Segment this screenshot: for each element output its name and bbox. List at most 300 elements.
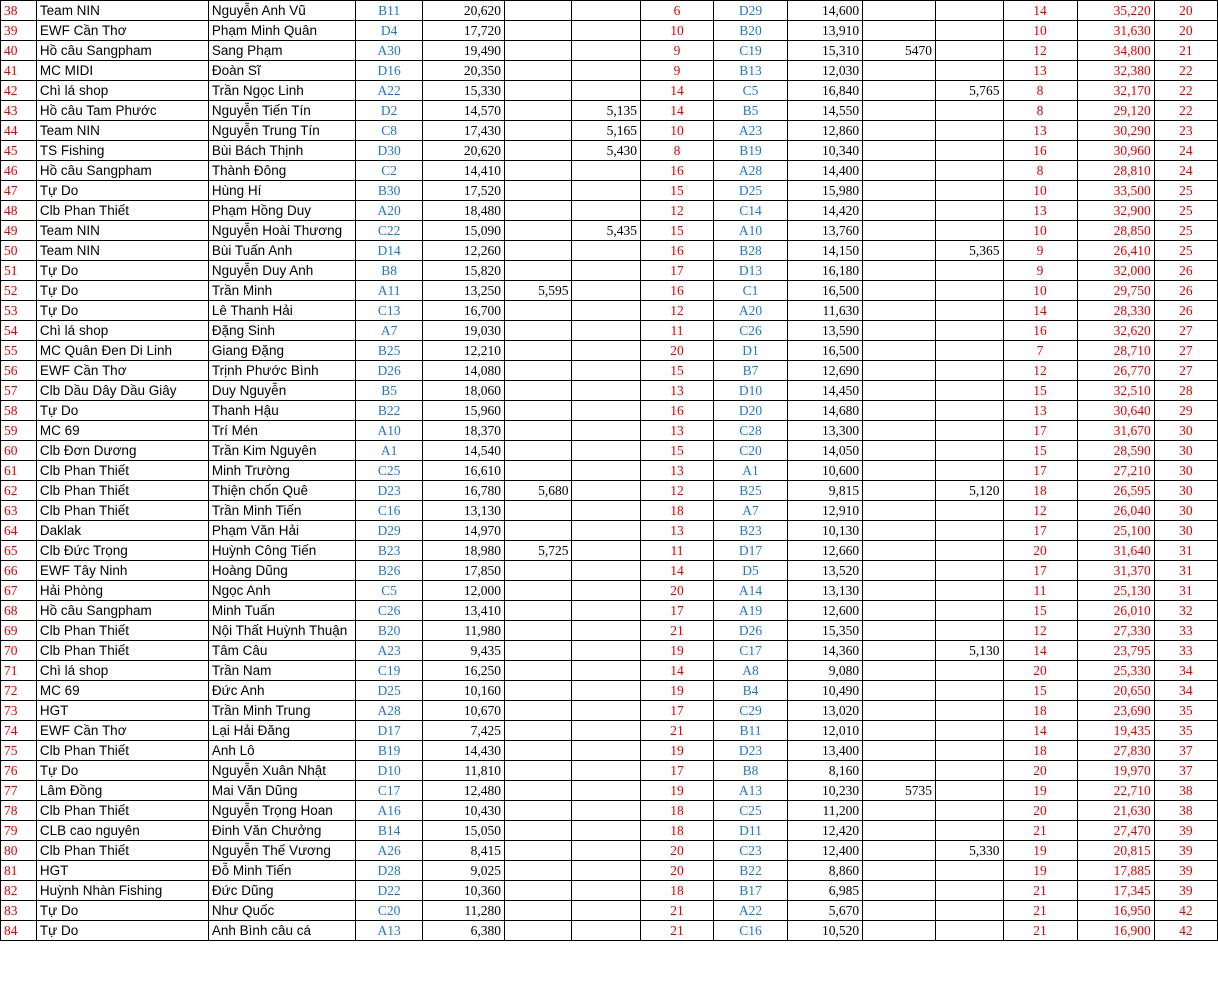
total-points-cell[interactable]: 37 [1154,741,1217,761]
bonus-a-cell[interactable] [504,801,571,821]
total-points-cell[interactable]: 34 [1154,661,1217,681]
points-1-cell[interactable]: 21 [641,901,714,921]
total-weight-cell[interactable]: 32,900 [1077,201,1154,221]
team-cell[interactable]: Team NIN [36,241,208,261]
seat-2-cell[interactable]: B13 [713,61,787,81]
total-points-cell[interactable]: 27 [1154,341,1217,361]
seat-2-cell[interactable]: D1 [713,341,787,361]
weight-1-cell[interactable]: 12,260 [423,241,505,261]
bonus-b-cell[interactable] [572,701,641,721]
points-1-cell[interactable]: 15 [641,441,714,461]
bonus-a-cell[interactable] [504,921,571,941]
bonus-d-cell[interactable] [936,321,1003,341]
weight-1-cell[interactable]: 17,720 [423,21,505,41]
bonus-a-cell[interactable] [504,461,571,481]
bonus-d-cell[interactable] [936,441,1003,461]
total-points-cell[interactable]: 20 [1154,1,1217,21]
bonus-a-cell[interactable]: 5,680 [504,481,571,501]
total-weight-cell[interactable]: 28,850 [1077,221,1154,241]
seat-2-cell[interactable]: A22 [713,901,787,921]
angler-cell[interactable]: Giang Đặng [208,341,355,361]
seat-2-cell[interactable]: C23 [713,841,787,861]
seat-1-cell[interactable]: D4 [355,21,422,41]
seat-2-cell[interactable]: C5 [713,81,787,101]
bonus-d-cell[interactable] [936,101,1003,121]
total-weight-cell[interactable]: 17,345 [1077,881,1154,901]
bonus-b-cell[interactable] [572,761,641,781]
weight-1-cell[interactable]: 9,025 [423,861,505,881]
angler-cell[interactable]: Nguyễn Trung Tín [208,121,355,141]
angler-cell[interactable]: Lê Thanh Hải [208,301,355,321]
weight-2-cell[interactable]: 13,910 [787,21,862,41]
weight-1-cell[interactable]: 14,430 [423,741,505,761]
points-2-cell[interactable]: 21 [1003,921,1077,941]
points-1-cell[interactable]: 19 [641,781,714,801]
total-weight-cell[interactable]: 19,970 [1077,761,1154,781]
weight-1-cell[interactable]: 15,330 [423,81,505,101]
rank-cell[interactable]: 53 [1,301,37,321]
seat-2-cell[interactable]: A20 [713,301,787,321]
points-1-cell[interactable]: 6 [641,1,714,21]
weight-2-cell[interactable]: 15,980 [787,181,862,201]
bonus-c-cell[interactable] [863,21,936,41]
weight-2-cell[interactable]: 10,230 [787,781,862,801]
weight-1-cell[interactable]: 17,430 [423,121,505,141]
seat-2-cell[interactable]: B4 [713,681,787,701]
seat-2-cell[interactable]: D25 [713,181,787,201]
bonus-d-cell[interactable] [936,781,1003,801]
bonus-c-cell[interactable] [863,701,936,721]
total-weight-cell[interactable]: 34,800 [1077,41,1154,61]
bonus-b-cell[interactable] [572,521,641,541]
angler-cell[interactable]: Nguyễn Tiến Tín [208,101,355,121]
total-weight-cell[interactable]: 28,330 [1077,301,1154,321]
points-1-cell[interactable]: 14 [641,561,714,581]
bonus-b-cell[interactable] [572,641,641,661]
bonus-c-cell[interactable] [863,521,936,541]
total-points-cell[interactable]: 30 [1154,421,1217,441]
total-weight-cell[interactable]: 32,620 [1077,321,1154,341]
points-2-cell[interactable]: 10 [1003,221,1077,241]
total-points-cell[interactable]: 30 [1154,481,1217,501]
seat-1-cell[interactable]: B11 [355,1,422,21]
total-points-cell[interactable]: 39 [1154,821,1217,841]
points-2-cell[interactable]: 21 [1003,901,1077,921]
points-1-cell[interactable]: 18 [641,821,714,841]
rank-cell[interactable]: 40 [1,41,37,61]
rank-cell[interactable]: 49 [1,221,37,241]
seat-1-cell[interactable]: D29 [355,521,422,541]
bonus-b-cell[interactable] [572,321,641,341]
seat-1-cell[interactable]: C5 [355,581,422,601]
total-points-cell[interactable]: 29 [1154,401,1217,421]
seat-1-cell[interactable]: A28 [355,701,422,721]
total-weight-cell[interactable]: 32,510 [1077,381,1154,401]
bonus-a-cell[interactable] [504,441,571,461]
total-weight-cell[interactable]: 28,810 [1077,161,1154,181]
seat-2-cell[interactable]: D26 [713,621,787,641]
seat-2-cell[interactable]: D29 [713,1,787,21]
points-2-cell[interactable]: 19 [1003,841,1077,861]
angler-cell[interactable]: Anh Lô [208,741,355,761]
total-points-cell[interactable]: 30 [1154,521,1217,541]
points-2-cell[interactable]: 14 [1003,721,1077,741]
points-1-cell[interactable]: 12 [641,481,714,501]
total-weight-cell[interactable]: 26,595 [1077,481,1154,501]
bonus-a-cell[interactable] [504,681,571,701]
weight-2-cell[interactable]: 15,350 [787,621,862,641]
points-2-cell[interactable]: 19 [1003,861,1077,881]
bonus-b-cell[interactable] [572,781,641,801]
bonus-d-cell[interactable] [936,501,1003,521]
total-weight-cell[interactable]: 35,220 [1077,1,1154,21]
seat-1-cell[interactable]: C22 [355,221,422,241]
weight-2-cell[interactable]: 13,590 [787,321,862,341]
total-weight-cell[interactable]: 27,470 [1077,821,1154,841]
weight-2-cell[interactable]: 12,030 [787,61,862,81]
bonus-c-cell[interactable]: 5735 [863,781,936,801]
weight-2-cell[interactable]: 10,490 [787,681,862,701]
rank-cell[interactable]: 80 [1,841,37,861]
total-points-cell[interactable]: 31 [1154,561,1217,581]
weight-1-cell[interactable]: 19,030 [423,321,505,341]
weight-2-cell[interactable]: 10,600 [787,461,862,481]
weight-1-cell[interactable]: 11,980 [423,621,505,641]
weight-2-cell[interactable]: 11,630 [787,301,862,321]
seat-2-cell[interactable]: B22 [713,861,787,881]
seat-2-cell[interactable]: A14 [713,581,787,601]
bonus-c-cell[interactable] [863,541,936,561]
weight-2-cell[interactable]: 12,690 [787,361,862,381]
bonus-d-cell[interactable] [936,421,1003,441]
total-points-cell[interactable]: 30 [1154,441,1217,461]
seat-1-cell[interactable]: D23 [355,481,422,501]
bonus-c-cell[interactable] [863,441,936,461]
weight-1-cell[interactable]: 9,435 [423,641,505,661]
bonus-d-cell[interactable]: 5,330 [936,841,1003,861]
team-cell[interactable]: MC MIDI [36,61,208,81]
points-2-cell[interactable]: 9 [1003,261,1077,281]
bonus-b-cell[interactable] [572,501,641,521]
bonus-b-cell[interactable] [572,841,641,861]
bonus-c-cell[interactable] [863,221,936,241]
bonus-c-cell[interactable] [863,461,936,481]
bonus-b-cell[interactable] [572,21,641,41]
weight-1-cell[interactable]: 12,480 [423,781,505,801]
total-weight-cell[interactable]: 23,690 [1077,701,1154,721]
total-points-cell[interactable]: 38 [1154,781,1217,801]
weight-2-cell[interactable]: 13,520 [787,561,862,581]
bonus-c-cell[interactable] [863,821,936,841]
bonus-c-cell[interactable] [863,381,936,401]
points-1-cell[interactable]: 17 [641,261,714,281]
bonus-d-cell[interactable] [936,741,1003,761]
total-points-cell[interactable]: 38 [1154,801,1217,821]
bonus-b-cell[interactable] [572,461,641,481]
seat-1-cell[interactable]: B30 [355,181,422,201]
seat-2-cell[interactable]: C20 [713,441,787,461]
rank-cell[interactable]: 60 [1,441,37,461]
seat-2-cell[interactable]: C16 [713,921,787,941]
bonus-b-cell[interactable]: 5,135 [572,101,641,121]
total-weight-cell[interactable]: 33,500 [1077,181,1154,201]
bonus-c-cell[interactable] [863,741,936,761]
bonus-d-cell[interactable] [936,201,1003,221]
seat-2-cell[interactable]: C28 [713,421,787,441]
rank-cell[interactable]: 83 [1,901,37,921]
angler-cell[interactable]: Sang Phạm [208,41,355,61]
angler-cell[interactable]: Đỗ Minh Tiến [208,861,355,881]
points-2-cell[interactable]: 8 [1003,81,1077,101]
angler-cell[interactable]: Huỳnh Công Tiến [208,541,355,561]
bonus-d-cell[interactable] [936,461,1003,481]
seat-1-cell[interactable]: B25 [355,341,422,361]
points-1-cell[interactable]: 18 [641,881,714,901]
bonus-c-cell[interactable] [863,1,936,21]
bonus-a-cell[interactable] [504,601,571,621]
team-cell[interactable]: Clb Phan Thiết [36,501,208,521]
rank-cell[interactable]: 39 [1,21,37,41]
team-cell[interactable]: Clb Phan Thiết [36,201,208,221]
weight-2-cell[interactable]: 12,400 [787,841,862,861]
points-1-cell[interactable]: 10 [641,121,714,141]
rank-cell[interactable]: 63 [1,501,37,521]
seat-2-cell[interactable]: C29 [713,701,787,721]
bonus-d-cell[interactable] [936,381,1003,401]
points-1-cell[interactable]: 18 [641,801,714,821]
weight-1-cell[interactable]: 11,280 [423,901,505,921]
points-1-cell[interactable]: 15 [641,361,714,381]
total-weight-cell[interactable]: 26,410 [1077,241,1154,261]
team-cell[interactable]: MC 69 [36,421,208,441]
bonus-c-cell[interactable] [863,361,936,381]
weight-2-cell[interactable]: 14,450 [787,381,862,401]
seat-2-cell[interactable]: D17 [713,541,787,561]
seat-2-cell[interactable]: A7 [713,501,787,521]
angler-cell[interactable]: Lại Hải Đăng [208,721,355,741]
total-points-cell[interactable]: 24 [1154,141,1217,161]
weight-2-cell[interactable]: 9,080 [787,661,862,681]
bonus-a-cell[interactable] [504,21,571,41]
team-cell[interactable]: Clb Dầu Dây Dầu Giây [36,381,208,401]
points-1-cell[interactable]: 19 [641,741,714,761]
seat-1-cell[interactable]: C20 [355,901,422,921]
total-weight-cell[interactable]: 29,750 [1077,281,1154,301]
bonus-b-cell[interactable] [572,401,641,421]
team-cell[interactable]: Clb Đức Trọng [36,541,208,561]
seat-1-cell[interactable]: A16 [355,801,422,821]
bonus-a-cell[interactable] [504,701,571,721]
angler-cell[interactable]: Đoàn Sĩ [208,61,355,81]
bonus-a-cell[interactable] [504,261,571,281]
weight-2-cell[interactable]: 10,340 [787,141,862,161]
seat-1-cell[interactable]: B14 [355,821,422,841]
seat-1-cell[interactable]: C13 [355,301,422,321]
weight-1-cell[interactable]: 10,670 [423,701,505,721]
points-2-cell[interactable]: 18 [1003,481,1077,501]
points-2-cell[interactable]: 18 [1003,701,1077,721]
rank-cell[interactable]: 84 [1,921,37,941]
total-points-cell[interactable]: 26 [1154,301,1217,321]
bonus-c-cell[interactable] [863,401,936,421]
bonus-b-cell[interactable]: 5,435 [572,221,641,241]
team-cell[interactable]: EWF Cần Thơ [36,721,208,741]
points-1-cell[interactable]: 19 [641,641,714,661]
team-cell[interactable]: HGT [36,701,208,721]
total-weight-cell[interactable]: 32,380 [1077,61,1154,81]
seat-1-cell[interactable]: B22 [355,401,422,421]
total-points-cell[interactable]: 27 [1154,361,1217,381]
seat-1-cell[interactable]: B8 [355,261,422,281]
team-cell[interactable]: Tự Do [36,261,208,281]
points-1-cell[interactable]: 13 [641,381,714,401]
rank-cell[interactable]: 58 [1,401,37,421]
points-2-cell[interactable]: 12 [1003,621,1077,641]
points-1-cell[interactable]: 21 [641,621,714,641]
bonus-b-cell[interactable] [572,441,641,461]
weight-2-cell[interactable]: 12,420 [787,821,862,841]
seat-1-cell[interactable]: D2 [355,101,422,121]
angler-cell[interactable]: Trí Mén [208,421,355,441]
points-1-cell[interactable]: 14 [641,81,714,101]
points-1-cell[interactable]: 16 [641,401,714,421]
bonus-a-cell[interactable] [504,161,571,181]
total-weight-cell[interactable]: 26,010 [1077,601,1154,621]
angler-cell[interactable]: Phạm Minh Quân [208,21,355,41]
rank-cell[interactable]: 61 [1,461,37,481]
total-points-cell[interactable]: 23 [1154,121,1217,141]
bonus-d-cell[interactable] [936,521,1003,541]
bonus-b-cell[interactable] [572,821,641,841]
weight-1-cell[interactable]: 17,850 [423,561,505,581]
bonus-a-cell[interactable] [504,141,571,161]
seat-2-cell[interactable]: B25 [713,481,787,501]
bonus-c-cell[interactable] [863,761,936,781]
points-2-cell[interactable]: 10 [1003,281,1077,301]
bonus-b-cell[interactable] [572,81,641,101]
weight-2-cell[interactable]: 16,500 [787,341,862,361]
rank-cell[interactable]: 70 [1,641,37,661]
weight-1-cell[interactable]: 15,960 [423,401,505,421]
rank-cell[interactable]: 50 [1,241,37,261]
seat-1-cell[interactable]: C19 [355,661,422,681]
bonus-d-cell[interactable] [936,261,1003,281]
points-1-cell[interactable]: 14 [641,661,714,681]
seat-2-cell[interactable]: C19 [713,41,787,61]
angler-cell[interactable]: Duy Nguyễn [208,381,355,401]
total-points-cell[interactable]: 30 [1154,501,1217,521]
points-2-cell[interactable]: 13 [1003,201,1077,221]
bonus-c-cell[interactable] [863,281,936,301]
bonus-d-cell[interactable] [936,541,1003,561]
total-points-cell[interactable]: 25 [1154,241,1217,261]
team-cell[interactable]: HGT [36,861,208,881]
bonus-d-cell[interactable] [936,1,1003,21]
angler-cell[interactable]: Đức Anh [208,681,355,701]
bonus-d-cell[interactable] [936,301,1003,321]
weight-2-cell[interactable]: 13,400 [787,741,862,761]
seat-2-cell[interactable]: D23 [713,741,787,761]
points-1-cell[interactable]: 14 [641,101,714,121]
seat-1-cell[interactable]: A10 [355,421,422,441]
rank-cell[interactable]: 38 [1,1,37,21]
seat-1-cell[interactable]: A7 [355,321,422,341]
bonus-d-cell[interactable] [936,221,1003,241]
bonus-d-cell[interactable] [936,181,1003,201]
rank-cell[interactable]: 54 [1,321,37,341]
weight-1-cell[interactable]: 12,210 [423,341,505,361]
bonus-b-cell[interactable] [572,741,641,761]
total-points-cell[interactable]: 28 [1154,381,1217,401]
weight-2-cell[interactable]: 10,130 [787,521,862,541]
bonus-d-cell[interactable] [936,41,1003,61]
weight-1-cell[interactable]: 14,080 [423,361,505,381]
team-cell[interactable]: Daklak [36,521,208,541]
angler-cell[interactable]: Nguyễn Trọng Hoan [208,801,355,821]
bonus-a-cell[interactable]: 5,725 [504,541,571,561]
rank-cell[interactable]: 44 [1,121,37,141]
angler-cell[interactable]: Mai Văn Dũng [208,781,355,801]
team-cell[interactable]: Clb Phan Thiết [36,641,208,661]
points-2-cell[interactable]: 20 [1003,541,1077,561]
bonus-d-cell[interactable] [936,761,1003,781]
bonus-c-cell[interactable] [863,261,936,281]
angler-cell[interactable]: Thanh Hậu [208,401,355,421]
seat-2-cell[interactable]: C17 [713,641,787,661]
points-2-cell[interactable]: 14 [1003,1,1077,21]
total-points-cell[interactable]: 39 [1154,841,1217,861]
team-cell[interactable]: Clb Phan Thiết [36,841,208,861]
points-1-cell[interactable]: 16 [641,281,714,301]
bonus-d-cell[interactable]: 5,120 [936,481,1003,501]
angler-cell[interactable]: Nguyễn Thế Vương [208,841,355,861]
weight-2-cell[interactable]: 14,680 [787,401,862,421]
total-weight-cell[interactable]: 26,040 [1077,501,1154,521]
total-points-cell[interactable]: 22 [1154,101,1217,121]
total-weight-cell[interactable]: 28,590 [1077,441,1154,461]
points-2-cell[interactable]: 17 [1003,461,1077,481]
points-2-cell[interactable]: 12 [1003,361,1077,381]
total-points-cell[interactable]: 22 [1154,61,1217,81]
total-weight-cell[interactable]: 29,120 [1077,101,1154,121]
points-2-cell[interactable]: 15 [1003,381,1077,401]
bonus-d-cell[interactable] [936,341,1003,361]
seat-2-cell[interactable]: B8 [713,761,787,781]
weight-1-cell[interactable]: 13,250 [423,281,505,301]
total-weight-cell[interactable]: 20,815 [1077,841,1154,861]
total-weight-cell[interactable]: 31,370 [1077,561,1154,581]
bonus-a-cell[interactable] [504,721,571,741]
bonus-c-cell[interactable] [863,721,936,741]
rank-cell[interactable]: 52 [1,281,37,301]
total-points-cell[interactable]: 37 [1154,761,1217,781]
bonus-a-cell[interactable] [504,661,571,681]
weight-2-cell[interactable]: 12,660 [787,541,862,561]
bonus-b-cell[interactable] [572,201,641,221]
seat-1-cell[interactable]: B23 [355,541,422,561]
bonus-c-cell[interactable] [863,581,936,601]
seat-2-cell[interactable]: B17 [713,881,787,901]
rank-cell[interactable]: 77 [1,781,37,801]
rank-cell[interactable]: 42 [1,81,37,101]
weight-1-cell[interactable]: 16,250 [423,661,505,681]
bonus-d-cell[interactable] [936,161,1003,181]
total-points-cell[interactable]: 42 [1154,921,1217,941]
bonus-c-cell[interactable] [863,841,936,861]
seat-1-cell[interactable]: B5 [355,381,422,401]
angler-cell[interactable]: Trần Ngọc Linh [208,81,355,101]
angler-cell[interactable]: Trịnh Phước Bình [208,361,355,381]
